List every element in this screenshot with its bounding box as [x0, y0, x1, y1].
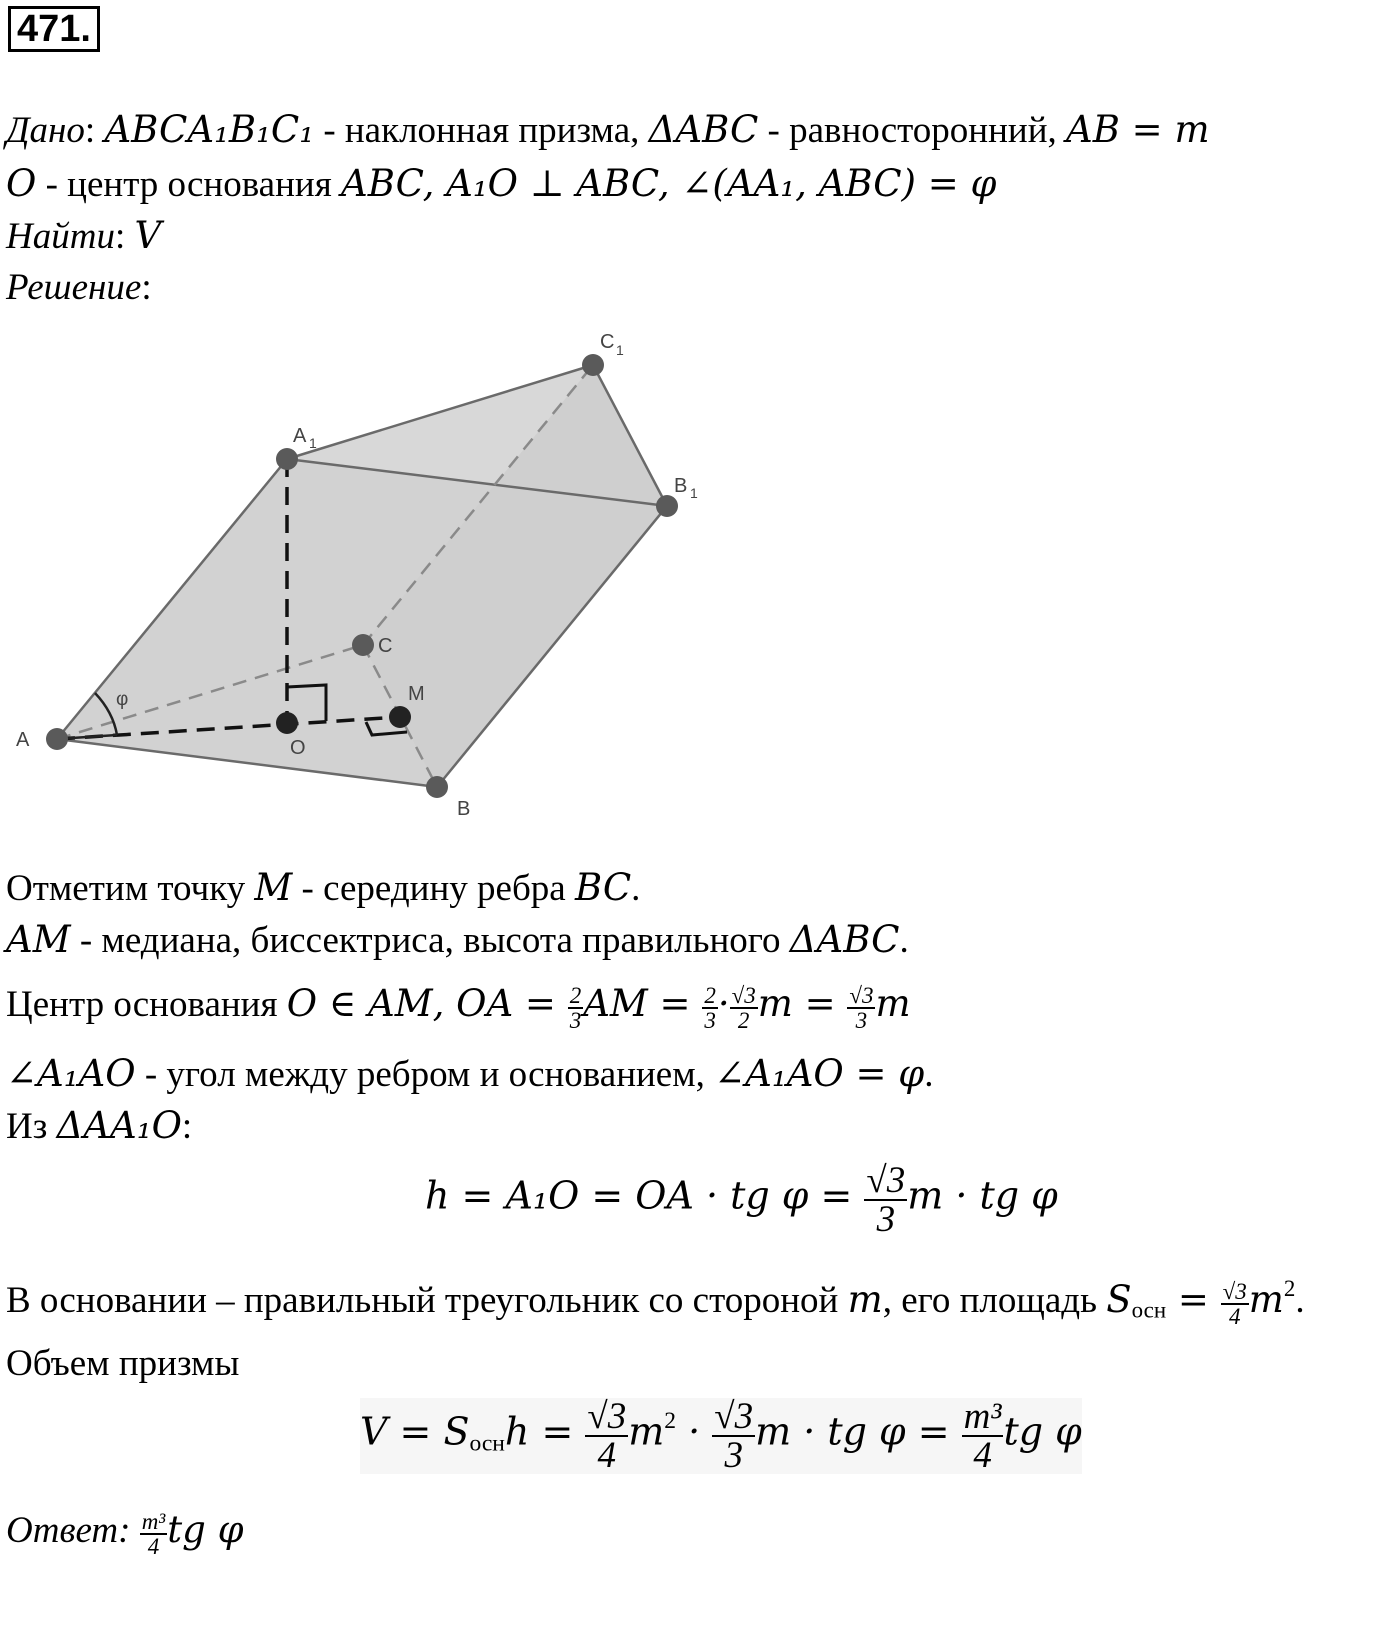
fraction-sqrt3-3-big: $\frac{√3}{3}$: [866, 1160, 906, 1240]
step-2-end: .: [899, 920, 909, 961]
label-b: B: [457, 798, 471, 820]
fraction-sqrt3-3-vol: $\frac{√3}{3}$: [714, 1396, 754, 1476]
given-conditions: ABC, A₁O ⊥ ABC, ∠(AA₁, ABC) = φ: [340, 162, 997, 205]
label-b1: B: [674, 475, 688, 497]
step-1-text-2: - середину ребра: [292, 868, 575, 909]
given-text: - наклонная призма,: [314, 110, 649, 151]
given-line-1: Дано: ABCA₁B₁C₁ - наклонная призма, ΔABC - равносторонний, AB = m: [6, 108, 1210, 151]
volume-sub: осн: [469, 1430, 505, 1457]
step-3-m: m =: [757, 982, 848, 1025]
step-6-text: В основании – правильный треугольник со стороной: [6, 1280, 848, 1321]
problem-number: 471.: [8, 6, 100, 52]
label-a: A: [16, 729, 30, 751]
point-a: [46, 728, 68, 750]
equals: =: [1166, 1278, 1221, 1321]
step-1-text: Отметим точку: [6, 868, 255, 909]
step-2-text: - медиана, биссектриса, высота правильного: [70, 920, 790, 961]
side-m: m: [847, 1278, 883, 1321]
step-1: [6, 866, 640, 911]
step-3-text: Центр основания: [6, 984, 287, 1025]
formula-height: [425, 1162, 1058, 1238]
answer-label: Ответ:: [6, 1510, 131, 1551]
step-3: [6, 982, 911, 1032]
step-6: [6, 1275, 1305, 1333]
exponent-2: 2: [1283, 1275, 1296, 1301]
label-a1: A: [293, 425, 307, 447]
label-a1-sub: 1: [309, 435, 317, 451]
fraction-sqrt3-3: $\frac{√3}{3}$: [849, 982, 874, 1033]
area-s: S: [1106, 1278, 1132, 1321]
volume-m: m: [628, 1409, 665, 1454]
point-a1: [276, 448, 298, 470]
find-line: Найти: V: [6, 214, 162, 257]
given-text-3: - центр основания: [36, 164, 341, 205]
area-sub: осн: [1131, 1297, 1167, 1323]
fraction-sqrt3-4: $\frac{√3}{4}$: [1222, 1278, 1247, 1329]
volume-exp: 2: [664, 1408, 677, 1435]
solution-label: Решение: [6, 267, 142, 308]
step-4-end: .: [924, 1054, 934, 1095]
formula-height-lhs: h = A₁O = OA · tg φ =: [425, 1173, 865, 1218]
label-phi: φ: [116, 689, 129, 710]
answer-fraction: $\frac{\text{m³}}{4}$: [141, 1508, 166, 1559]
find-value: V: [134, 214, 162, 257]
label-o: O: [290, 737, 306, 759]
volume-mid: m · tg φ =: [755, 1409, 962, 1454]
step-4: [6, 1052, 933, 1097]
angle-ref: ∠A₁AO: [6, 1052, 136, 1095]
step-5-end: :: [181, 1106, 193, 1147]
point-c1: [582, 354, 604, 376]
point-o: O: [6, 162, 37, 205]
dot: ·: [717, 982, 730, 1025]
step-7-text: Объем призмы: [6, 1343, 240, 1384]
angle-eq: ∠A₁AO = φ: [714, 1052, 925, 1095]
step-1-end: .: [631, 868, 641, 909]
answer-line: [6, 1508, 243, 1558]
am-ref: AM: [6, 918, 71, 961]
fraction-2-3-b: $\frac{2}{3}$: [704, 982, 716, 1033]
m-squared: m: [1248, 1278, 1284, 1321]
given-label: Дано: [6, 110, 85, 151]
step-6-end: .: [1295, 1280, 1305, 1321]
step-7: [6, 1342, 239, 1386]
fraction-sqrt3-2: $\frac{√3}{2}$: [731, 982, 756, 1033]
point-b1: [656, 495, 678, 517]
label-c1: C: [600, 331, 615, 353]
prism-figure: [0, 330, 760, 830]
prism-name: ABCA₁B₁C₁: [104, 108, 315, 151]
label-c1-sub: 1: [616, 342, 624, 358]
answer-rest: tg φ: [167, 1508, 244, 1551]
volume-dot: ·: [676, 1409, 713, 1454]
point-c: [352, 634, 374, 656]
volume-lhs: V = S: [360, 1409, 470, 1454]
point-o-dot: [276, 712, 298, 734]
triangle-aa1o: ΔAA₁O: [56, 1104, 182, 1147]
volume-h: h =: [504, 1409, 586, 1454]
formula-volume: [360, 1398, 1082, 1474]
step-2: [6, 918, 909, 963]
find-label: Найти: [6, 216, 115, 257]
fraction-2-3: $\frac{2}{3}$: [569, 982, 582, 1033]
step-5-text: Из: [6, 1106, 57, 1147]
label-c: C: [378, 635, 393, 657]
point-m-ref: M: [254, 866, 293, 909]
triangle-name: ΔABC: [648, 108, 759, 151]
fraction-m3-4: $\frac{\text{m³}}{4}$: [963, 1396, 1002, 1476]
point-m: [389, 706, 411, 728]
label-b1-sub: 1: [690, 485, 698, 501]
point-b: [426, 776, 448, 798]
edge-bc-ref: BC: [574, 866, 632, 909]
given-line-2: [6, 162, 996, 207]
fraction-sqrt3-4-big: $\frac{√3}{4}$: [587, 1396, 627, 1476]
step-3-math: O ∈ AM, OA =: [286, 982, 568, 1025]
step-5: [6, 1104, 192, 1149]
step-3-am: AM =: [583, 982, 703, 1025]
volume-end: tg φ: [1003, 1409, 1082, 1454]
step-4-text: - угол между ребром и основанием,: [135, 1054, 715, 1095]
solution-line: Решение:: [6, 267, 152, 308]
given-text-2: - равносторонний,: [758, 110, 1067, 151]
formula-height-rhs: m · tg φ: [907, 1173, 1058, 1218]
triangle-ref: ΔABC: [789, 918, 900, 961]
label-m: M: [408, 683, 425, 705]
ab-equation: AB = m: [1066, 108, 1210, 151]
step-3-m2: m: [875, 982, 911, 1025]
step-6-text-2: , его площадь: [882, 1280, 1107, 1321]
